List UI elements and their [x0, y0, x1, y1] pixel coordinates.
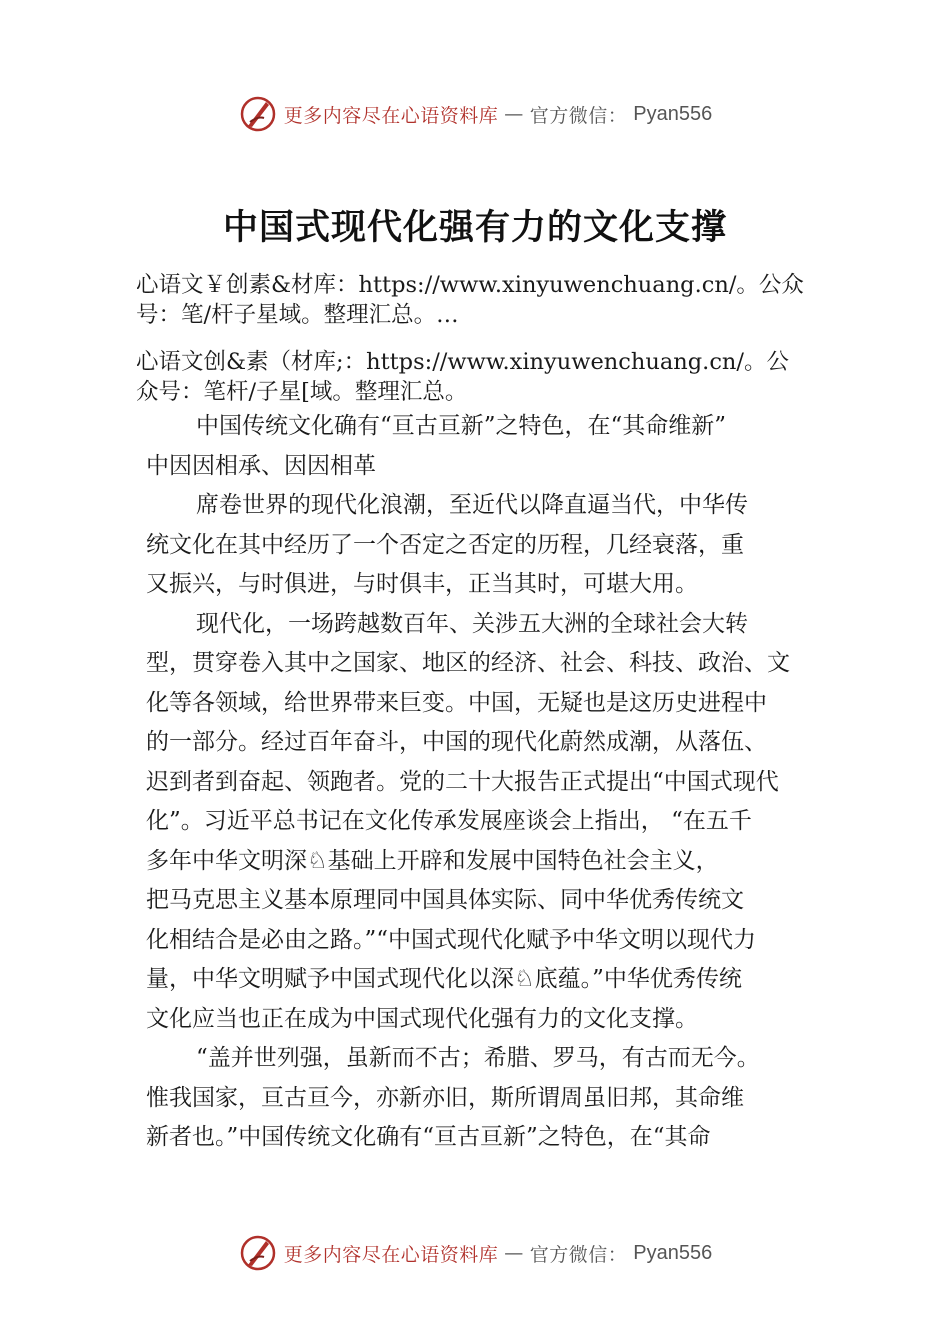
- source-note-2: [136, 347, 836, 407]
- body-line: 新者也。”中国传统文化确有“亘古亘新”之特色，在“其命: [146, 1124, 711, 1150]
- body-line: 统文化在其中经历了一个否定之否定的历程，几经衰落，重: [146, 531, 744, 558]
- body-line: 的一部分。经过百年奋斗，中国的现代化蔚然成潮，从落伍、: [146, 729, 767, 755]
- body-line: 惟我国家，亘古亘今，亦新亦旧，斯所谓周虽旧邦，其命维: [146, 1084, 744, 1111]
- source-note-line: 心语文创&素（材库;：https://www.xinyuwenchuang.cn/。公: [136, 349, 789, 375]
- body-line: 又振兴，与时俱进，与时俱丰，正当其时，可堪大用。: [146, 571, 698, 597]
- promo-dash: —: [504, 103, 524, 125]
- header-banner: [0, 92, 950, 136]
- official-wechat-label: 官方微信：: [529, 1243, 628, 1266]
- body-line: 迟到者到奋起、领跑者。党的二十大报告正式提出“中国式现代: [146, 768, 779, 795]
- body-line: 化相结合是必由之路。”“中国式现代化赋予中华文明以现代力: [146, 926, 757, 953]
- body-line: 型，贯穿卷入其中之国家、地区的经济、社会、科技、政治、文: [146, 650, 790, 676]
- source-note-line: 号：笔/杆子星域。整理汇总。…: [136, 302, 459, 328]
- body-line: 化”。习近平总书记在文化传承发展座谈会上指出， “在五千: [146, 808, 752, 834]
- official-wechat-label: 官方微信：: [529, 104, 628, 127]
- source-note-line: 众号：笔杆/子星[域。整理汇总。: [136, 379, 468, 405]
- body-line: 量，中华文明赋予中国式现代化以深♘底蕴。”中华优秀传统: [146, 966, 742, 992]
- body-line: “盖并世列强，虽新而不古；希腊、罗马，有古而无今。: [196, 1045, 760, 1071]
- wechat-id: Pyan556: [633, 102, 713, 125]
- body-line: 现代化，一场跨越数百年、关涉五大洲的全球社会大转: [196, 610, 748, 637]
- body-line: 席卷世界的现代化浪潮，至近代以降直逼当代，中华传: [196, 492, 748, 518]
- body-line: 把马克思主义基本原理同中国具体实际、同中华优秀传统文: [146, 887, 744, 913]
- body-line: 中国传统文化确有“亘古亘新”之特色，在“其命维新”: [196, 413, 727, 439]
- quill-logo-icon: [238, 94, 278, 134]
- promo-dash: —: [504, 1242, 524, 1264]
- document-body: [146, 407, 826, 1158]
- wechat-id: Pyan556: [633, 1241, 713, 1264]
- document-title: 中国式现代化强有力的文化支撑: [222, 207, 727, 248]
- body-line: 多年中华文明深♘基础上开辟和发展中国特色社会主义，: [146, 847, 719, 874]
- quill-logo-icon: [238, 1233, 278, 1273]
- promo-text: 更多内容尽在心语资料库: [283, 104, 499, 127]
- source-note-line: 心语文￥创素&材库：https://www.xinyuwenchuang.cn/。公众: [136, 272, 804, 298]
- body-line: 化等各领域，给世界带来巨变。中国，无疑也是这历史进程中: [146, 689, 767, 716]
- source-note-1: [136, 270, 836, 330]
- body-line: 文化应当也正在成为中国式现代化强有力的文化支撑。: [146, 1005, 698, 1032]
- body-line: 中因因相承、因因相革: [146, 452, 376, 479]
- promo-text: 更多内容尽在心语资料库: [283, 1243, 499, 1266]
- footer-banner: [0, 1231, 950, 1275]
